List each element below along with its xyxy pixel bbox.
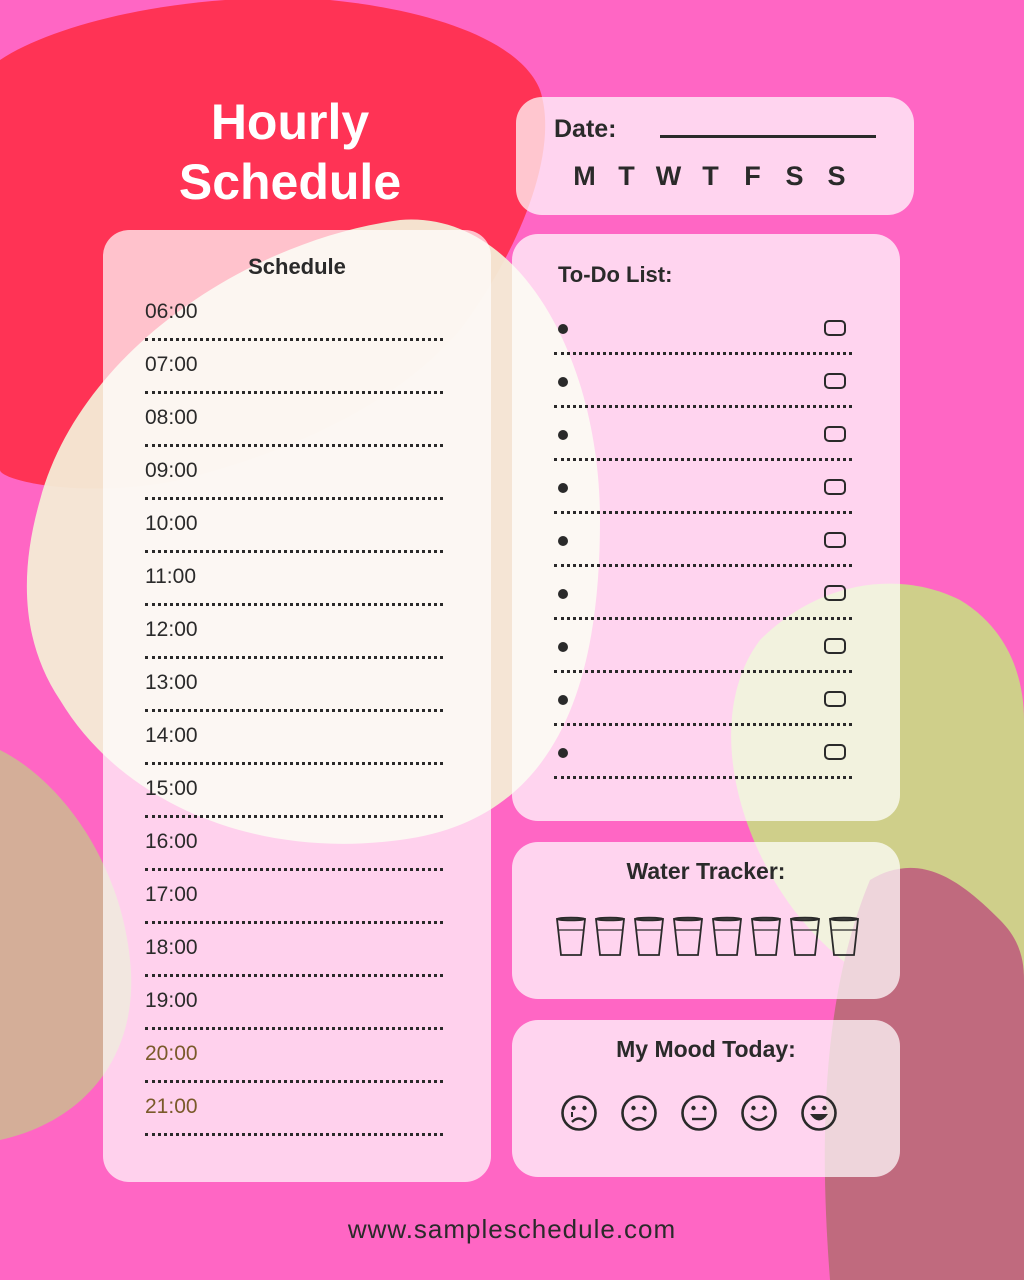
slot-time: 07:00	[145, 353, 198, 376]
dotted-line	[554, 458, 852, 461]
todo-item[interactable]	[554, 730, 852, 783]
bullet-icon	[558, 695, 568, 705]
slot-time: 19:00	[145, 989, 198, 1012]
todo-item[interactable]	[554, 624, 852, 677]
checkbox-icon[interactable]	[824, 479, 846, 495]
water-glass-icon[interactable]	[593, 916, 627, 958]
water-glass-icon[interactable]	[671, 916, 705, 958]
todo-item[interactable]	[554, 359, 852, 412]
smiling-face-icon[interactable]	[740, 1094, 778, 1132]
day-tue: T	[618, 161, 636, 191]
day-wed: W	[655, 161, 683, 191]
dotted-line	[145, 444, 443, 447]
mood-faces	[560, 1094, 838, 1132]
slot-time: 12:00	[145, 618, 198, 641]
crying-face-icon[interactable]	[560, 1094, 598, 1132]
bullet-icon	[558, 483, 568, 493]
checkbox-icon[interactable]	[824, 426, 846, 442]
day-sun: S	[827, 161, 847, 191]
dotted-line	[145, 762, 443, 765]
mood-heading: My Mood Today:	[616, 1036, 796, 1062]
dotted-line	[145, 1027, 443, 1030]
todo-card	[512, 234, 900, 821]
day-fri: F	[744, 161, 762, 191]
checkbox-icon[interactable]	[824, 691, 846, 707]
dotted-line	[554, 352, 852, 355]
dotted-line	[554, 564, 852, 567]
bullet-icon	[558, 589, 568, 599]
dotted-line	[145, 868, 443, 871]
dotted-line	[554, 511, 852, 514]
dotted-line	[145, 1080, 443, 1083]
schedule-slot[interactable]	[145, 1089, 443, 1142]
schedule-slot[interactable]	[145, 930, 443, 983]
schedule-card	[103, 230, 491, 1182]
schedule-slot[interactable]	[145, 665, 443, 718]
schedule-slot[interactable]	[145, 983, 443, 1036]
slot-time: 11:00	[145, 565, 196, 588]
dotted-line	[554, 617, 852, 620]
checkbox-icon[interactable]	[824, 532, 846, 548]
dotted-line	[145, 391, 443, 394]
todo-item[interactable]	[554, 306, 852, 359]
water-tracker-card	[512, 842, 900, 999]
todo-items	[554, 306, 852, 783]
bullet-icon	[558, 430, 568, 440]
dotted-line	[145, 656, 443, 659]
dotted-line	[145, 974, 443, 977]
bullet-icon	[558, 642, 568, 652]
neutral-face-icon[interactable]	[680, 1094, 718, 1132]
dotted-line	[145, 921, 443, 924]
dotted-line	[145, 709, 443, 712]
todo-item[interactable]	[554, 465, 852, 518]
water-glasses	[554, 916, 861, 958]
slot-time: 13:00	[145, 671, 198, 694]
title-line-1: Hourly	[210, 94, 370, 150]
mood-card	[512, 1020, 900, 1177]
dotted-line	[145, 603, 443, 606]
slot-time: 08:00	[145, 406, 198, 429]
slot-time: 21:00	[145, 1095, 198, 1118]
slot-time: 06:00	[145, 300, 198, 323]
water-heading: Water Tracker:	[626, 858, 786, 884]
todo-item[interactable]	[554, 518, 852, 571]
todo-item[interactable]	[554, 677, 852, 730]
dotted-line	[145, 338, 443, 341]
dotted-line	[145, 550, 443, 553]
dotted-line	[145, 497, 443, 500]
schedule-slot[interactable]	[145, 347, 443, 400]
schedule-slot[interactable]	[145, 506, 443, 559]
schedule-slot[interactable]	[145, 718, 443, 771]
checkbox-icon[interactable]	[824, 320, 846, 336]
bullet-icon	[558, 377, 568, 387]
schedule-slot[interactable]	[145, 612, 443, 665]
bullet-icon	[558, 536, 568, 546]
schedule-slot[interactable]	[145, 453, 443, 506]
schedule-slot[interactable]	[145, 824, 443, 877]
slot-time: 15:00	[145, 777, 198, 800]
slot-time: 17:00	[145, 883, 198, 906]
schedule-slot[interactable]	[145, 400, 443, 453]
todo-heading: To-Do List:	[558, 262, 673, 287]
title-line-2: Schedule	[178, 154, 402, 210]
checkbox-icon[interactable]	[824, 373, 846, 389]
day-mon: M	[573, 161, 597, 191]
checkbox-icon[interactable]	[824, 744, 846, 760]
sad-face-icon[interactable]	[620, 1094, 658, 1132]
schedule-slots	[145, 294, 443, 1142]
water-glass-icon[interactable]	[788, 916, 822, 958]
dotted-line	[145, 815, 443, 818]
water-glass-icon[interactable]	[749, 916, 783, 958]
slot-time: 16:00	[145, 830, 198, 853]
day-sat: S	[785, 161, 805, 191]
footer-url: www.sampleschedule.com	[347, 1214, 677, 1244]
schedule-slot[interactable]	[145, 294, 443, 347]
schedule-slot[interactable]	[145, 771, 443, 824]
dotted-line	[554, 723, 852, 726]
todo-item[interactable]	[554, 571, 852, 624]
schedule-heading: Schedule	[248, 254, 346, 279]
todo-item[interactable]	[554, 412, 852, 465]
dotted-line	[554, 405, 852, 408]
dotted-line	[554, 776, 852, 779]
slot-time: 20:00	[145, 1042, 198, 1065]
slot-time: 10:00	[145, 512, 198, 535]
checkbox-icon[interactable]	[824, 638, 846, 654]
date-write-line	[660, 135, 876, 138]
schedule-slot[interactable]	[145, 877, 443, 930]
water-glass-icon[interactable]	[554, 916, 588, 958]
dotted-line	[145, 1133, 443, 1136]
date-label: Date:	[554, 115, 617, 143]
slot-time: 18:00	[145, 936, 198, 959]
water-glass-icon[interactable]	[710, 916, 744, 958]
weekday-row	[564, 161, 858, 192]
water-glass-icon[interactable]	[827, 916, 861, 958]
bullet-icon	[558, 324, 568, 334]
day-thu: T	[702, 161, 720, 191]
dotted-line	[554, 670, 852, 673]
date-card	[516, 97, 914, 215]
slot-time: 09:00	[145, 459, 198, 482]
checkbox-icon[interactable]	[824, 585, 846, 601]
bullet-icon	[558, 748, 568, 758]
page-title	[140, 92, 440, 212]
laughing-face-icon[interactable]	[800, 1094, 838, 1132]
slot-time: 14:00	[145, 724, 198, 747]
schedule-slot[interactable]	[145, 1036, 443, 1089]
schedule-slot[interactable]	[145, 559, 443, 612]
water-glass-icon[interactable]	[632, 916, 666, 958]
